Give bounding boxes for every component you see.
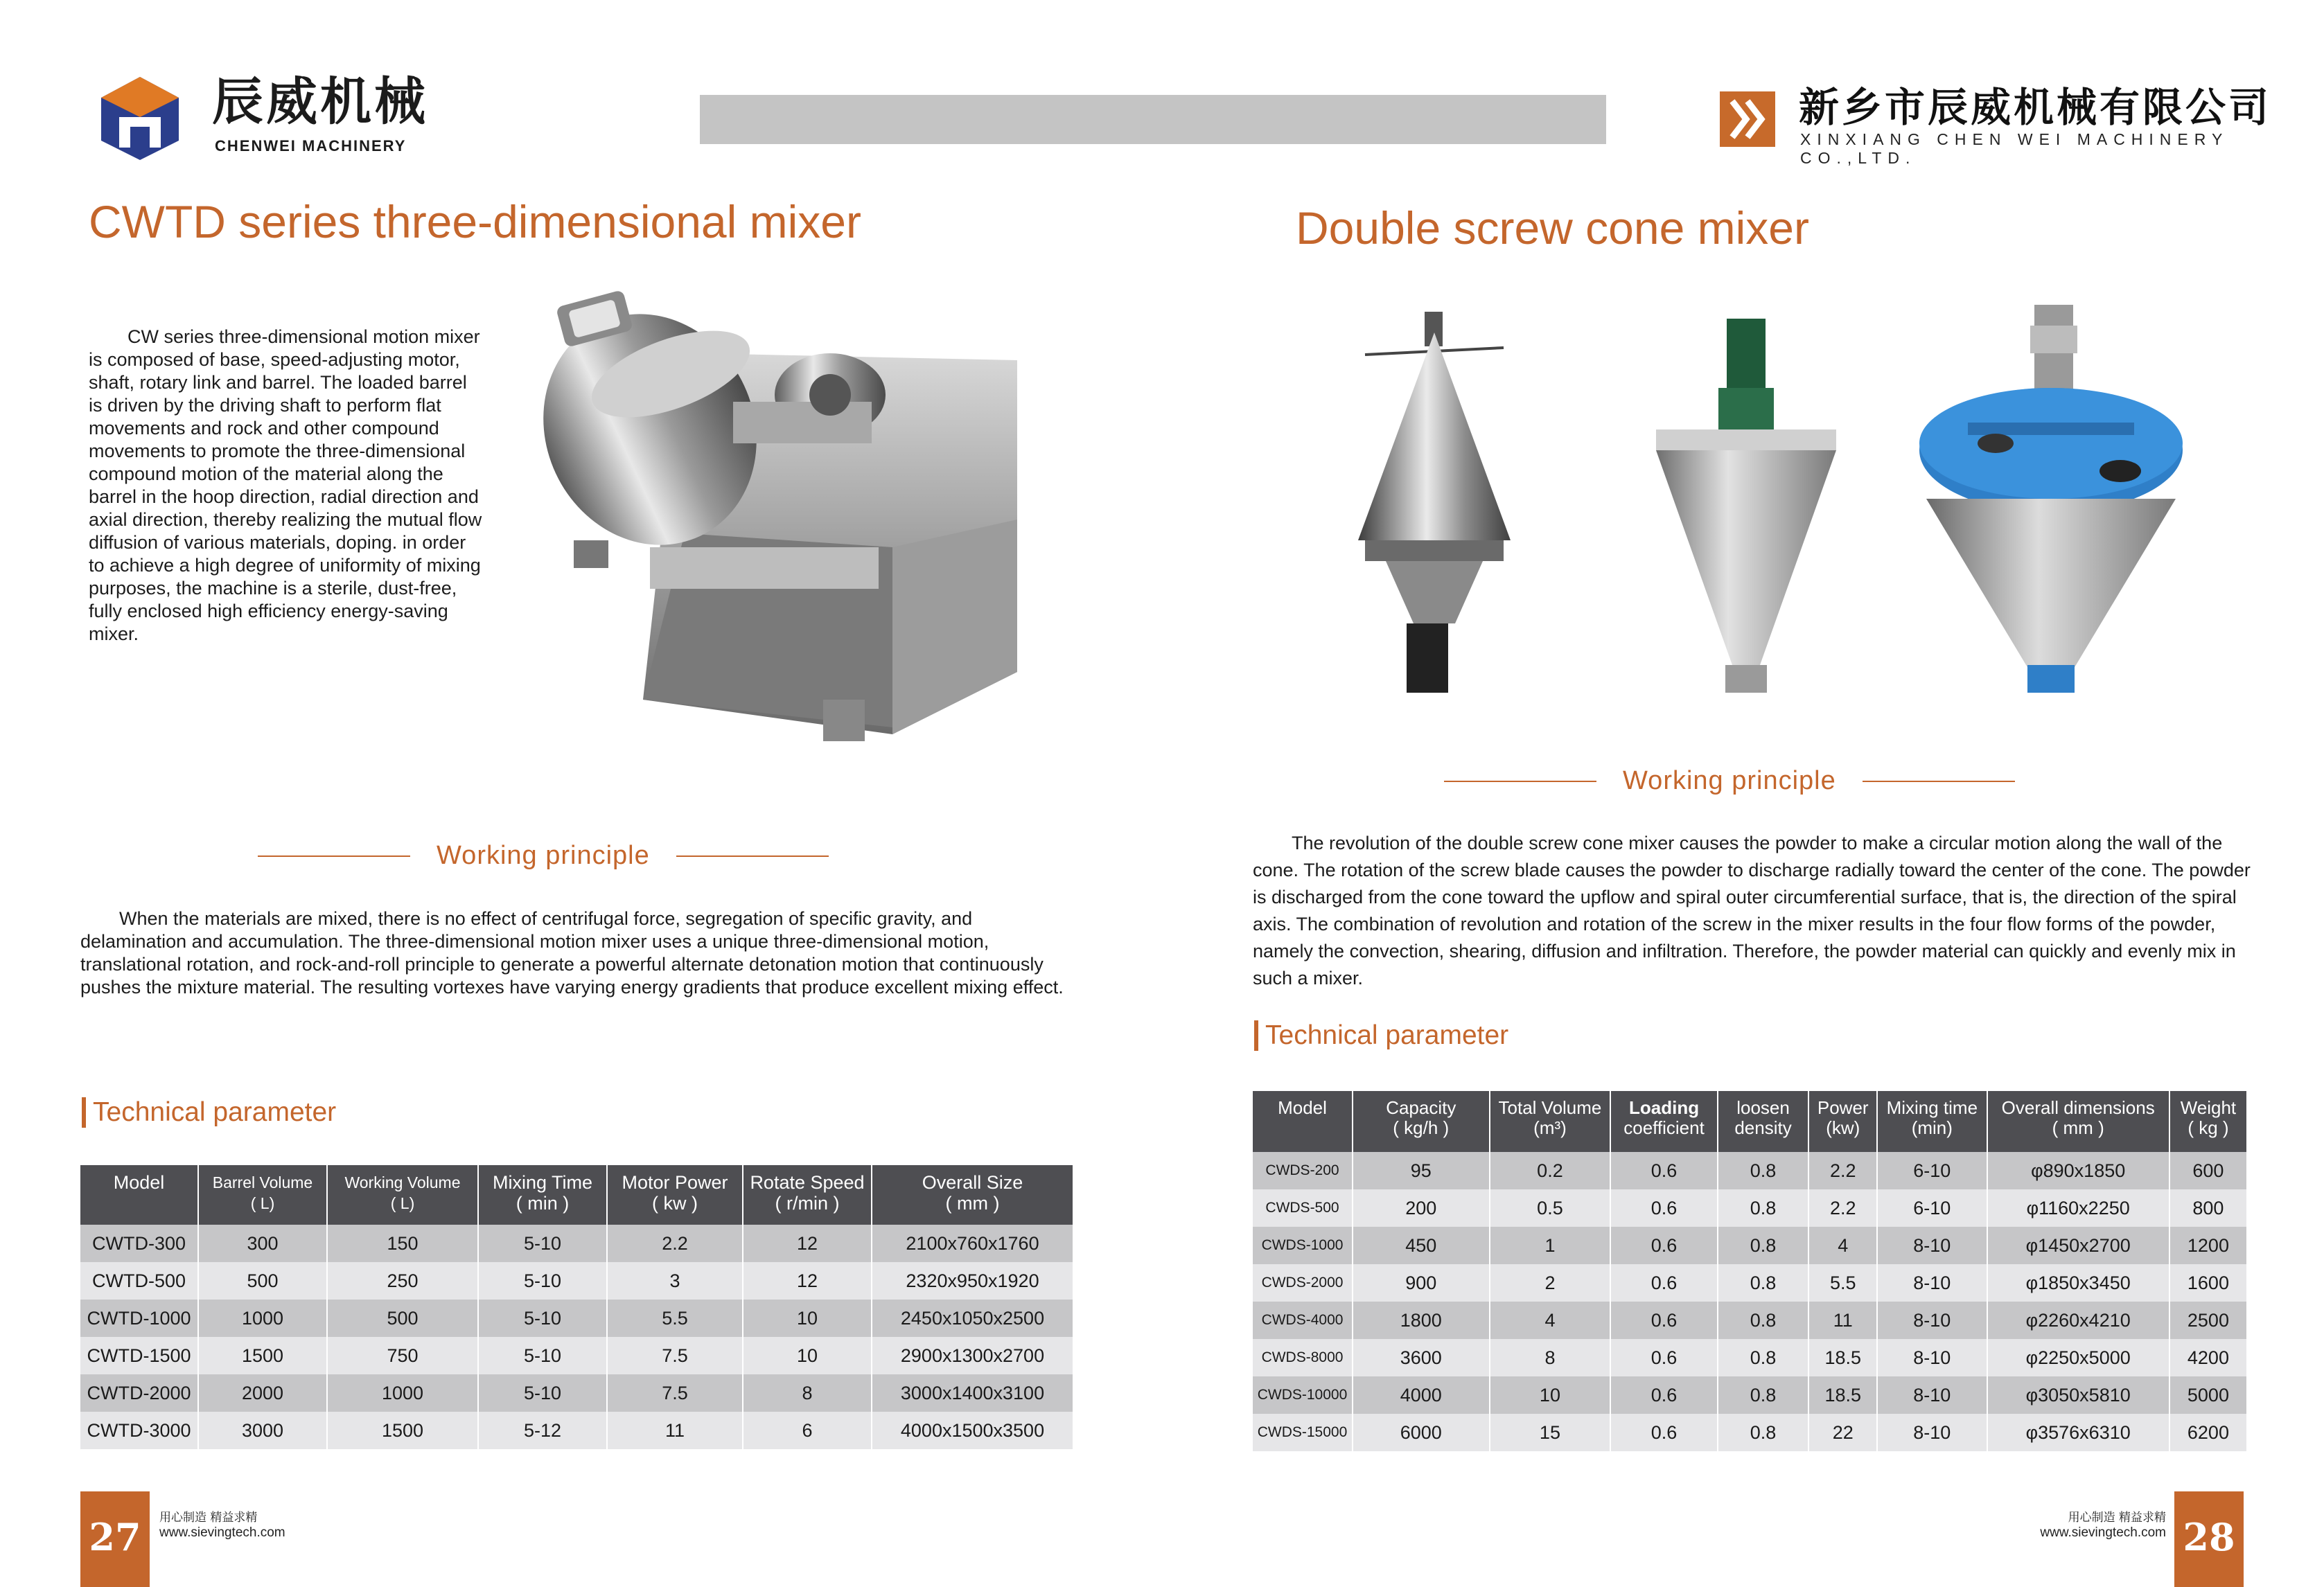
table-cell: 2.2 xyxy=(1808,1152,1877,1189)
table-row xyxy=(1253,1264,2246,1302)
header-decorative-bar xyxy=(700,95,1606,144)
table-row xyxy=(1253,1339,2246,1376)
footer-right xyxy=(2021,1510,2166,1541)
table-cell: 0.8 xyxy=(1718,1189,1809,1227)
table-cell: 4000x1500x3500 xyxy=(872,1412,1073,1449)
chevron-icon xyxy=(1720,91,1775,147)
working-principle-label: Working principle xyxy=(437,841,650,870)
table-cell: 5.5 xyxy=(1808,1264,1877,1302)
table-cell: 8-10 xyxy=(1877,1227,1987,1264)
right-working-principle-heading xyxy=(1444,766,2015,796)
table-cell: 15 xyxy=(1490,1414,1611,1451)
cone-mixer-image-3 xyxy=(1912,305,2190,700)
table-row xyxy=(80,1262,1073,1300)
table-cell: CWDS-1000 xyxy=(1253,1227,1353,1264)
table-cell: 1 xyxy=(1490,1227,1611,1264)
table-cell: 10 xyxy=(743,1300,872,1337)
table-cell: 8-10 xyxy=(1877,1376,1987,1414)
table-cell: 250 xyxy=(327,1262,478,1300)
table-cell: 12 xyxy=(743,1225,872,1262)
left-page-title: CWTD series three-dimensional mixer xyxy=(89,196,861,247)
table-cell: 0.8 xyxy=(1718,1414,1809,1451)
table-cell: 0.6 xyxy=(1610,1414,1717,1451)
page-number-right: 28 xyxy=(2174,1491,2244,1587)
table-cell: 0.8 xyxy=(1718,1376,1809,1414)
col-header: Motor Power ( kw ) xyxy=(607,1165,743,1225)
col-header: Rotate Speed ( r/min ) xyxy=(743,1165,872,1225)
table-cell: 4 xyxy=(1808,1227,1877,1264)
table-cell: 5-10 xyxy=(478,1374,607,1412)
table-cell: 95 xyxy=(1353,1152,1490,1189)
table-cell: 1000 xyxy=(198,1300,327,1337)
table-cell: CWDS-200 xyxy=(1253,1152,1353,1189)
intro-paragraph: CW series three-dimensional motion mixer is composed of base, speed-adjusting motor, shaft, rotary link and barrel. The loaded barrel is driven by the driving shaft to perform flat movements and rock and other compound movements to promote the three-dimensional compound motion of the material along the barrel in the hoop direction, radial direction and axial direction, thereby realizing the mutual flow diffusion of various materials, doping. in order to achieve a high degree of uniformity of mixing purposes, the machine is a sterile, dust-free, fully enclosed high efficiency energy-saving mixer. xyxy=(89,326,482,644)
table-header-row xyxy=(1253,1091,2246,1152)
col-header: Working Volume ( L) xyxy=(327,1165,478,1225)
table-cell: CWDS-500 xyxy=(1253,1189,1353,1227)
table-cell: 8 xyxy=(743,1374,872,1412)
table-cell: 5000 xyxy=(2169,1376,2246,1414)
table-cell: 5-10 xyxy=(478,1225,607,1262)
right-page-title: Double screw cone mixer xyxy=(1296,202,1809,254)
table-cell: CWTD-1500 xyxy=(80,1337,198,1374)
col-header: Barrel Volume ( L) xyxy=(198,1165,327,1225)
table-cell: 2100x760x1760 xyxy=(872,1225,1073,1262)
table-row xyxy=(80,1374,1073,1412)
table-cell: 750 xyxy=(327,1337,478,1374)
table-cell: 6-10 xyxy=(1877,1189,1987,1227)
table-cell: 0.6 xyxy=(1610,1339,1717,1376)
table-cell: CWTD-500 xyxy=(80,1262,198,1300)
table-cell: 800 xyxy=(2169,1189,2246,1227)
table-cell: 11 xyxy=(607,1412,743,1449)
left-working-principle-heading xyxy=(258,841,829,871)
table-cell: CWTD-1000 xyxy=(80,1300,198,1337)
page-number-left: 27 xyxy=(80,1491,150,1587)
col-header: loosen density xyxy=(1718,1091,1809,1152)
table-cell: CWDS-15000 xyxy=(1253,1414,1353,1451)
table-cell: 200 xyxy=(1353,1189,1490,1227)
table-cell: 0.6 xyxy=(1610,1152,1717,1189)
technical-parameter-label: Technical parameter xyxy=(1265,1020,1509,1050)
table-cell: 8-10 xyxy=(1877,1414,1987,1451)
cone-mixer-image-2 xyxy=(1642,319,1850,707)
table-cell: 300 xyxy=(198,1225,327,1262)
table-cell: 6-10 xyxy=(1877,1152,1987,1189)
left-technical-parameter-heading xyxy=(82,1097,336,1128)
working-principle-label: Working principle xyxy=(1623,766,1836,795)
table-cell: CWTD-300 xyxy=(80,1225,198,1262)
table-cell: 5.5 xyxy=(607,1300,743,1337)
table-cell: 450 xyxy=(1353,1227,1490,1264)
table-cell: 1500 xyxy=(327,1412,478,1449)
table-cell: 4 xyxy=(1490,1302,1611,1339)
col-header: Overall dimensions ( mm ) xyxy=(1987,1091,2169,1152)
table-row xyxy=(1253,1414,2246,1451)
company-chinese-name: 新乡市辰威机械有限公司 xyxy=(1799,84,2272,131)
cone-mixer-image-1 xyxy=(1351,305,1517,707)
table-cell: 5-10 xyxy=(478,1337,607,1374)
table-cell: 5-10 xyxy=(478,1300,607,1337)
table-row xyxy=(1253,1302,2246,1339)
table-cell: 8-10 xyxy=(1877,1302,1987,1339)
footer-website-link[interactable]: www.sievingtech.com xyxy=(159,1525,285,1540)
table-cell: 0.8 xyxy=(1718,1264,1809,1302)
table-cell: 3000 xyxy=(198,1412,327,1449)
table-cell: CWTD-3000 xyxy=(80,1412,198,1449)
table-cell: 2.2 xyxy=(1808,1189,1877,1227)
col-header: Model xyxy=(1253,1091,1353,1152)
heading-rule-right xyxy=(676,855,829,857)
table-cell: 6 xyxy=(743,1412,872,1449)
table-cell: 0.8 xyxy=(1718,1339,1809,1376)
table-cell: 8 xyxy=(1490,1339,1611,1376)
table-cell: 6000 xyxy=(1353,1414,1490,1451)
table-cell: CWDS-4000 xyxy=(1253,1302,1353,1339)
table-cell: 900 xyxy=(1353,1264,1490,1302)
table-row xyxy=(80,1225,1073,1262)
table-cell: 500 xyxy=(327,1300,478,1337)
table-header-row xyxy=(80,1165,1073,1225)
cwds-spec-table xyxy=(1253,1091,2246,1451)
company-english-name: XINXIANG CHEN WEI MACHINERY CO.,LTD. xyxy=(1800,130,2228,167)
col-header: Loading coefficient xyxy=(1610,1091,1717,1152)
table-row xyxy=(1253,1227,2246,1264)
table-row xyxy=(1253,1189,2246,1227)
table-cell: 3 xyxy=(607,1262,743,1300)
table-cell: φ3050x5810 xyxy=(1987,1376,2169,1414)
table-cell: CWTD-2000 xyxy=(80,1374,198,1412)
table-cell: 6200 xyxy=(2169,1414,2246,1451)
logo-chinese-name: 辰威机械 xyxy=(212,72,428,132)
left-working-principle-text: When the materials are mixed, there is no effect of centrifugal force, segregation of specific gravity, and delamination and accumulation. The three-dimensional motion mixer uses a unique three-dimensional motion, translational rotation, and rock-and-roll principle to generate a powerful alternate detonation motion that continuously pushes the mixture material. The resulting vortexes have varying energy gradients that produce excellent mixing effect. xyxy=(80,908,1064,998)
table-row xyxy=(80,1300,1073,1337)
heading-accent-bar xyxy=(1254,1020,1258,1051)
table-cell: 0.2 xyxy=(1490,1152,1611,1189)
table-cell: φ2260x4210 xyxy=(1987,1302,2169,1339)
heading-rule-right xyxy=(1863,781,2015,782)
table-cell: 7.5 xyxy=(607,1337,743,1374)
table-cell: φ890x1850 xyxy=(1987,1152,2169,1189)
table-cell: 5-12 xyxy=(478,1412,607,1449)
table-cell: 18.5 xyxy=(1808,1339,1877,1376)
table-cell: 5-10 xyxy=(478,1262,607,1300)
table-cell: 4000 xyxy=(1353,1376,1490,1414)
table-cell: φ3576x6310 xyxy=(1987,1414,2169,1451)
table-cell: CWDS-8000 xyxy=(1253,1339,1353,1376)
table-cell: 3000x1400x3100 xyxy=(872,1374,1073,1412)
table-cell: φ2250x5000 xyxy=(1987,1339,2169,1376)
three-dimensional-mixer-image xyxy=(504,284,1031,755)
table-cell: 0.6 xyxy=(1610,1189,1717,1227)
table-cell: 2 xyxy=(1490,1264,1611,1302)
footer-website-link[interactable]: www.sievingtech.com xyxy=(2040,1525,2166,1540)
table-cell: 500 xyxy=(198,1262,327,1300)
table-cell: 1200 xyxy=(2169,1227,2246,1264)
table-cell: 1000 xyxy=(327,1374,478,1412)
table-cell: 2.2 xyxy=(607,1225,743,1262)
table-row xyxy=(1253,1152,2246,1189)
right-technical-parameter-heading xyxy=(1254,1020,1508,1051)
technical-parameter-label: Technical parameter xyxy=(93,1097,337,1127)
table-cell: 3600 xyxy=(1353,1339,1490,1376)
table-cell: 600 xyxy=(2169,1152,2246,1189)
heading-rule-left xyxy=(258,855,410,857)
table-cell: 22 xyxy=(1808,1414,1877,1451)
col-header: Weight ( kg ) xyxy=(2169,1091,2246,1152)
table-cell: 0.8 xyxy=(1718,1227,1809,1264)
logo-english-name: CHENWEI MACHINERY xyxy=(215,137,407,154)
col-header: Total Volume (m³) xyxy=(1490,1091,1611,1152)
col-header: Model xyxy=(80,1165,198,1225)
table-cell: 0.6 xyxy=(1610,1264,1717,1302)
footer-slogan: 用心制造 精益求精 xyxy=(2068,1511,2166,1525)
table-cell: φ1160x2250 xyxy=(1987,1189,2169,1227)
col-header: Overall Size ( mm ) xyxy=(872,1165,1073,1225)
table-cell: 0.6 xyxy=(1610,1376,1717,1414)
table-cell: 10 xyxy=(1490,1376,1611,1414)
table-cell: 8-10 xyxy=(1877,1264,1987,1302)
table-cell: 0.8 xyxy=(1718,1302,1809,1339)
table-cell: 2000 xyxy=(198,1374,327,1412)
table-cell: 2500 xyxy=(2169,1302,2246,1339)
table-cell: 2900x1300x2700 xyxy=(872,1337,1073,1374)
table-cell: 0.6 xyxy=(1610,1227,1717,1264)
table-cell: 2450x1050x2500 xyxy=(872,1300,1073,1337)
table-cell: CWDS-10000 xyxy=(1253,1376,1353,1414)
col-header: Mixing time (min) xyxy=(1877,1091,1987,1152)
col-header: Capacity ( kg/h ) xyxy=(1353,1091,1490,1152)
table-cell: 1600 xyxy=(2169,1264,2246,1302)
table-row xyxy=(80,1337,1073,1374)
cwtd-spec-table xyxy=(80,1165,1073,1449)
table-cell: 10 xyxy=(743,1337,872,1374)
table-cell: 0.8 xyxy=(1718,1152,1809,1189)
table-row xyxy=(1253,1376,2246,1414)
col-header: Mixing Time ( min ) xyxy=(478,1165,607,1225)
table-cell: 12 xyxy=(743,1262,872,1300)
table-cell: 4200 xyxy=(2169,1339,2246,1376)
table-cell: 7.5 xyxy=(607,1374,743,1412)
heading-accent-bar xyxy=(82,1097,86,1128)
footer-slogan: 用心制造 精益求精 xyxy=(159,1511,258,1525)
table-cell: 150 xyxy=(327,1225,478,1262)
table-cell: 8-10 xyxy=(1877,1339,1987,1376)
table-cell: 18.5 xyxy=(1808,1376,1877,1414)
table-cell: 0.5 xyxy=(1490,1189,1611,1227)
table-cell: 0.6 xyxy=(1610,1302,1717,1339)
company-logo-icon xyxy=(96,74,184,163)
table-cell: CWDS-2000 xyxy=(1253,1264,1353,1302)
table-cell: φ1450x2700 xyxy=(1987,1227,2169,1264)
footer-left xyxy=(159,1510,285,1541)
table-cell: 2320x950x1920 xyxy=(872,1262,1073,1300)
table-cell: φ1850x3450 xyxy=(1987,1264,2169,1302)
heading-rule-left xyxy=(1444,781,1596,782)
table-cell: 1800 xyxy=(1353,1302,1490,1339)
table-cell: 11 xyxy=(1808,1302,1877,1339)
table-row xyxy=(80,1412,1073,1449)
table-cell: 1500 xyxy=(198,1337,327,1374)
col-header: Power (kw) xyxy=(1808,1091,1877,1152)
right-working-principle-text: The revolution of the double screw cone mixer causes the powder to make a circular motion along the wall of the cone. The rotation of the screw blade causes the powder to discharge radially toward the center of the cone. The powder is discharged from the cone toward the upflow and spiral outer circumferential surface, that is, the direction of the spiral axis. The combination of revolution and rotation of the screw in the mixer results in the four flow forms of the powder, namely the convection, shearing, diffusion and infiltration. Therefore, the powder material can quickly and evenly mix in such a mixer. xyxy=(1253,833,2251,988)
